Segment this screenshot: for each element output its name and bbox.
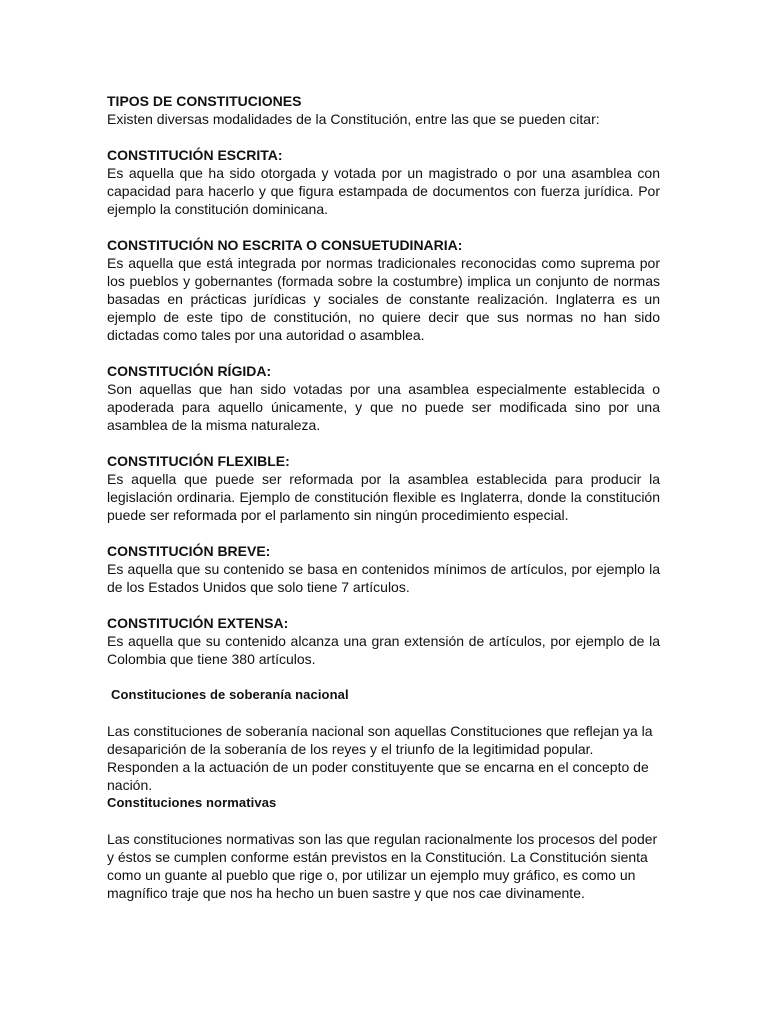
section-breve: [107, 542, 660, 596]
section-body: Son aquellas que han sido votadas por una asamblea especialmente establecida o apoderada para aquello únicamente, y que no puede ser modificada sino por una asamblea de la misma naturaleza.: [107, 381, 660, 433]
section-body: Es aquella que puede ser reformada por la asamblea establecida para producir la legislación ordinaria. Ejemplo de constitución flexible es Inglaterra, donde la constitución puede ser reformada por el parlamento sin ningún procedimiento especial.: [107, 471, 660, 523]
intro-section: [107, 92, 660, 128]
section-heading: CONSTITUCIÓN RÍGIDA:: [107, 363, 272, 379]
section-body: Es aquella que su contenido se basa en contenidos mínimos de artículos, por ejemplo la de los Estados Unidos que solo tiene 7 artículos.: [107, 561, 660, 595]
section-normativas: [107, 794, 660, 902]
normativas-body: Las constituciones normativas son las que regulan racionalmente los procesos del poder y éstos se cumplen conforme están previstos en la Constitución. La Constitución sienta como un guante al pueblo que rige o, por utilizar un ejemplo muy gráfico, es como un magnífico traje que nos ha hecho un buen sastre y que nos cae divinamente.: [107, 831, 658, 901]
section-heading: CONSTITUCIÓN NO ESCRITA O CONSUETUDINARIA:: [107, 237, 463, 253]
spacer: [107, 812, 660, 830]
document-page: [107, 92, 660, 902]
spacer: [107, 704, 660, 722]
section-escrita: [107, 146, 660, 218]
section-extensa: [107, 614, 660, 668]
soberania-heading: Constituciones de soberanía nacional: [111, 687, 349, 702]
section-body: Es aquella que su contenido alcanza una gran extensión de artículos, por ejemplo de la Colombia que tiene 380 artículos.: [107, 633, 660, 667]
section-soberania: [107, 686, 660, 794]
section-body: Es aquella que está integrada por normas tradicionales reconocidas como suprema por los pueblos y gobernantes (formada sobre la costumbre) implica un conjunto de normas basadas en prácticas jurídicas y sociales de constante realización. Inglaterra es un ejemplo de este tipo de constitución, no quiere decir que sus normas no han sido dictadas como tales por una autoridad o asamblea.: [107, 255, 660, 343]
document-title: TIPOS DE CONSTITUCIONES: [107, 93, 302, 109]
section-heading: CONSTITUCIÓN EXTENSA:: [107, 615, 289, 631]
normativas-heading: Constituciones normativas: [107, 795, 277, 810]
section-rigida: [107, 362, 660, 434]
section-heading: CONSTITUCIÓN ESCRITA:: [107, 147, 283, 163]
section-heading: CONSTITUCIÓN FLEXIBLE:: [107, 453, 290, 469]
intro-text: Existen diversas modalidades de la Constitución, entre las que se pueden citar:: [107, 111, 600, 127]
section-heading: CONSTITUCIÓN BREVE:: [107, 543, 271, 559]
section-no-escrita: [107, 236, 660, 344]
section-flexible: [107, 452, 660, 524]
soberania-body: Las constituciones de soberanía nacional son aquellas Constituciones que reflejan ya la desaparición de la soberanía de los reyes y el triunfo de la legitimidad popular. Responden a la actuación de un poder constituyente que se encarna en el concepto de nación.: [107, 723, 653, 793]
section-body: Es aquella que ha sido otorgada y votada por un magistrado o por una asamblea con capacidad para hacerlo y que figura estampada de documentos con fuerza jurídica. Por ejemplo la constitución dominicana.: [107, 165, 660, 217]
